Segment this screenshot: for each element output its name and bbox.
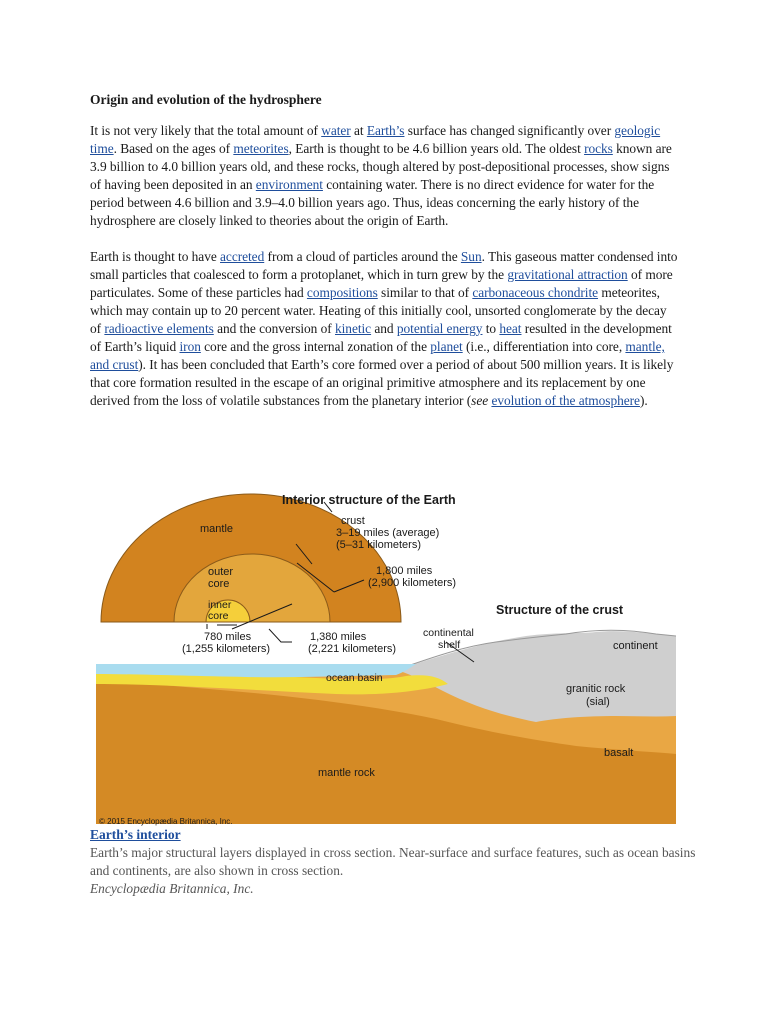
- text-run: surface has changed significantly over: [404, 123, 615, 138]
- mantle-rock-label: mantle rock: [318, 767, 375, 779]
- inline-link[interactable]: carbonaceous chondrite: [472, 285, 599, 300]
- inner-core-label-1: inner: [208, 599, 232, 611]
- inline-link[interactable]: geologic time: [90, 123, 661, 156]
- inline-link[interactable]: potential energy: [396, 321, 483, 336]
- text-run: and: [371, 321, 397, 336]
- text-run: ). It has been concluded that Earth’s core formed over a period of about 500 million years. It is likely that core formation resulted in the escape of an original primitive atmosphere and its replacement by one derived from the loss of volatile substances from the planetary interior (: [90, 357, 674, 408]
- basalt-label: basalt: [604, 747, 634, 759]
- continental-shelf-label-1: continental: [423, 627, 474, 639]
- sial-label: (sial): [586, 696, 610, 708]
- continental-shelf-label-2: shelf: [438, 639, 461, 651]
- figure-caption: [90, 826, 710, 898]
- crust-title: Structure of the crust: [496, 603, 624, 617]
- inline-link[interactable]: Earth’s: [366, 123, 405, 138]
- inline-link[interactable]: water: [321, 123, 351, 138]
- inline-link[interactable]: rocks: [584, 141, 613, 156]
- text-run: . Based on the ages of: [113, 141, 234, 156]
- inner-radius-miles: 780 miles: [204, 631, 252, 643]
- section-heading: Origin and evolution of the hydrosphere: [90, 92, 322, 107]
- inline-link[interactable]: evolution of the atmosphere: [491, 393, 640, 408]
- outer-radius-km: (2,221 kilometers): [308, 643, 397, 655]
- text-run: Earth is thought to have: [90, 249, 221, 264]
- figure-copyright: © 2015 Encyclopædia Britannica, Inc.: [99, 817, 233, 826]
- interior-title: Interior structure of the Earth: [282, 493, 456, 507]
- text-run: at: [350, 123, 367, 138]
- text-run: of more particulates. Some of these particles had: [90, 267, 673, 300]
- inline-link[interactable]: accreted: [220, 249, 265, 264]
- caption-title-link[interactable]: Earth’s interior: [90, 827, 181, 842]
- text-run: containing water. There is no direct evidence for water for the period between 4.6 billion and 3.9–4.0 billion years ago. Thus, ideas concerning the early history of the hydrosphere are closely linked to theories about the origin of Earth.: [90, 177, 655, 228]
- continent-label: continent: [613, 640, 658, 652]
- text-run: core and the gross internal zonation of the: [200, 339, 431, 354]
- outer-core-label-2: core: [208, 578, 230, 590]
- inline-link[interactable]: meteorites: [233, 141, 289, 156]
- inner-core-label-2: core: [208, 610, 229, 622]
- text-run: meteorites, which may contain up to 20 percent water. Heating of this initially cool, unsorted conglomerate by the decay of: [90, 285, 667, 336]
- mantle-depth-km: (2,900 kilometers): [368, 577, 457, 589]
- paragraph-1: [90, 122, 680, 230]
- inline-link[interactable]: iron: [179, 339, 201, 354]
- inline-link[interactable]: gravitational attraction: [507, 267, 628, 282]
- text-run: It is not very likely that the total amount of: [90, 123, 322, 138]
- paragraph-2: [90, 248, 680, 410]
- text-run: known are 3.9 billion to 4.0 billion years old, and these rocks, though altered by post-depositional processes, show signs of having been deposited in an: [90, 141, 672, 192]
- crust-label: crust: [341, 515, 365, 527]
- inline-link[interactable]: Sun: [460, 249, 482, 264]
- inner-radius-km: (1,255 kilometers): [182, 643, 271, 655]
- caption-text: Earth’s major structural layers displayed in cross section. Near-surface and surface features, such as ocean basins and continents, are also shown in cross section.: [90, 845, 696, 878]
- text-run: ).: [639, 393, 648, 408]
- text-run: , Earth is thought to be 4.6 billion years old. The oldest: [288, 141, 585, 156]
- outer-core-label-1: outer: [208, 566, 234, 578]
- text-run: resulted in the development of Earth’s liquid: [90, 321, 672, 354]
- mantle-depth-miles: 1,800 miles: [376, 565, 433, 577]
- text-run: and the conversion of: [213, 321, 335, 336]
- inline-link[interactable]: environment: [255, 177, 323, 192]
- inline-link[interactable]: compositions: [306, 285, 378, 300]
- outer-radius-miles: 1,380 miles: [310, 631, 367, 643]
- text-run: . This gaseous matter condensed into small particles that coalesced to form a protoplanet, which in turn grew by the: [90, 249, 678, 282]
- mantle-label: mantle: [200, 523, 234, 535]
- text-run: similar to that of: [377, 285, 473, 300]
- article-body: [90, 91, 680, 428]
- text-run: from a cloud of particles around the: [264, 249, 461, 264]
- inline-link[interactable]: kinetic: [334, 321, 372, 336]
- earth-interior-diagram: [96, 484, 676, 829]
- text-run: (i.e., differentiation into core,: [462, 339, 626, 354]
- inline-link[interactable]: mantle, and crust: [90, 339, 665, 372]
- crust-thickness-miles: 3–19 miles (average): [336, 527, 440, 539]
- inline-link[interactable]: heat: [499, 321, 522, 336]
- granitic-rock-label: granitic rock: [566, 683, 626, 695]
- crust-thickness-km: (5–31 kilometers): [336, 539, 421, 551]
- ocean-basin-label: ocean basin: [326, 672, 383, 684]
- inline-link[interactable]: radioactive elements: [104, 321, 214, 336]
- inline-link[interactable]: planet: [430, 339, 463, 354]
- caption-credit: Encyclopædia Britannica, Inc.: [90, 881, 254, 896]
- italic-text: see: [471, 393, 489, 408]
- text-run: to: [482, 321, 500, 336]
- earth-interior-figure: [96, 484, 676, 829]
